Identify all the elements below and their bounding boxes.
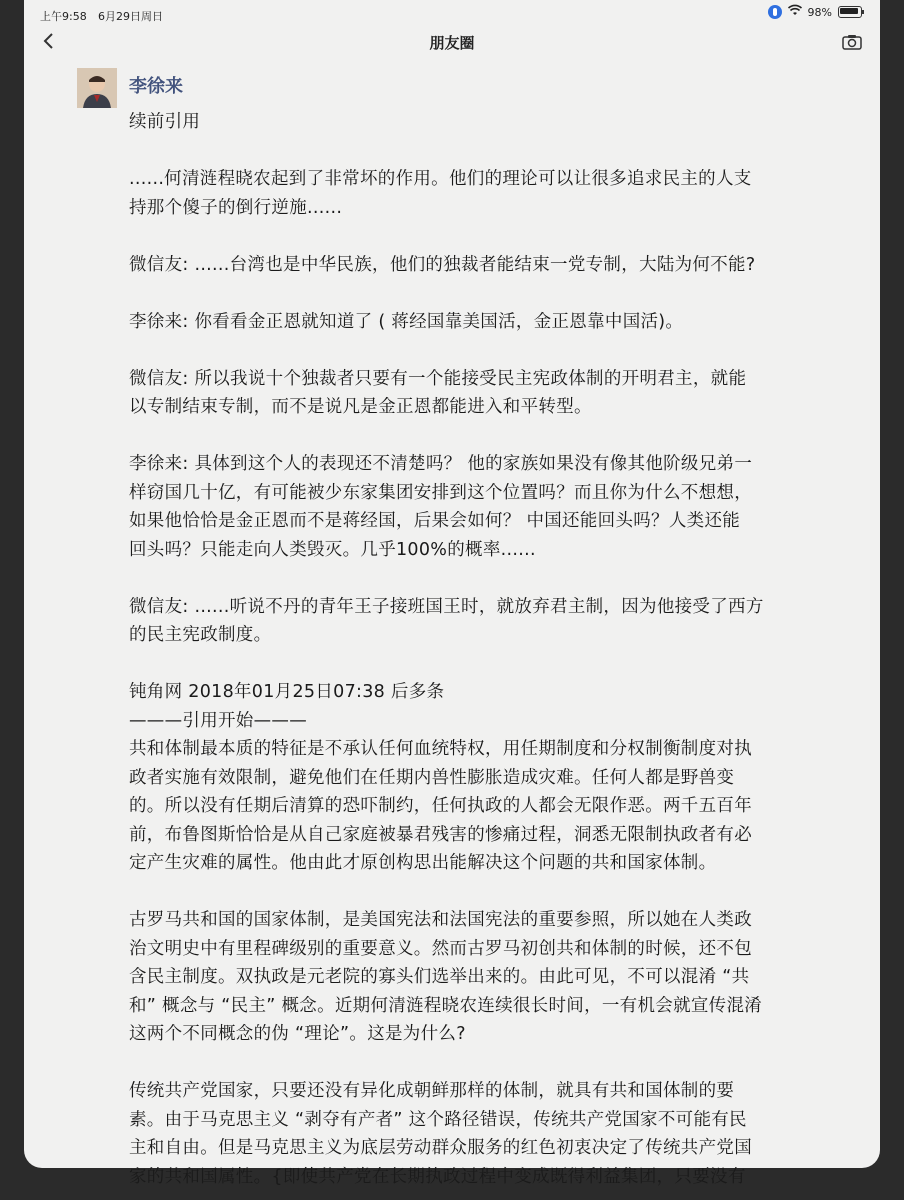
- battery-percent: 98%: [807, 5, 832, 19]
- post-text-line: ......何清涟程晓农起到了非常坏的作用。他们的理论可以让很多追求民主的人支: [129, 169, 752, 189]
- avatar[interactable]: [77, 68, 117, 108]
- post-text-line: 以专制结束专制，而不是说凡是金正恩都能进入和平转型。: [129, 397, 592, 417]
- post-content: [129, 108, 829, 1191]
- blank-line: [129, 222, 829, 251]
- nav-bar: [24, 26, 880, 64]
- post-text-line: 样窃国几十亿，有可能被少东家集团安排到这个位置吗？而且你为什么不想想，: [129, 482, 752, 503]
- blank-line: [129, 650, 829, 679]
- post-text-line: 含民主制度。双执政是元老院的寡头们选举出来的。由此可见，不可以混淆 “共: [129, 967, 750, 987]
- post-text-line: 前，布鲁图斯恰恰是从自己家庭被暴君残害的惨痛过程，洞悉无限制执政者有必: [129, 824, 752, 845]
- post-text-line: 素。由于马克思主义 “剥夺有产者” 这个路径错误，传统共产党国家不可能有民: [129, 1109, 747, 1130]
- post-text-line: 古罗马共和国的国家体制，是美国宪法和法国宪法的重要参照，所以她在人类政: [129, 910, 752, 930]
- blank-line: [129, 137, 829, 166]
- post-author[interactable]: 李徐来: [129, 76, 183, 97]
- post-text-line: 如果他恰恰是金正恩而不是蒋经国，后果会如何？ 中国还能回头吗？人类还能: [129, 511, 741, 531]
- blank-line: [129, 336, 829, 365]
- microphone-icon: [768, 5, 782, 19]
- blank-line: [129, 878, 829, 907]
- post-text-line: 的民主宪政制度。: [129, 625, 272, 645]
- post-text-line: 微信友: ......台湾也是中华民族，他们的独裁者能结束一党专制，大陆为何不能?: [129, 254, 756, 275]
- post-text-line: 传统共产党国家，只要还没有异化成朝鲜那样的体制，就具有共和国体制的要: [129, 1081, 735, 1101]
- post-text-line: 治文明史中有里程碑级别的重要意义。然而古罗马初创共和体制的时候，还不包: [129, 938, 752, 959]
- post-text-line: 家的共和国属性。{即使共产党在长期执政过程中变成既得利益集团，只要没有: [129, 1166, 746, 1187]
- blank-line: [129, 279, 829, 308]
- post-text-line: 的。所以没有任期后清算的恐吓制约，任何执政的人都会无限作恶。两千五百年: [129, 796, 752, 816]
- camera-icon: [842, 34, 862, 50]
- camera-button[interactable]: [842, 34, 862, 50]
- status-bar: [24, 0, 880, 26]
- post-text-line: 主和自由。但是马克思主义为底层劳动群众服务的红色初衷决定了传统共产党国: [129, 1138, 752, 1158]
- post-text-line: 续前引用: [129, 112, 201, 132]
- post-text-line: 回头吗？只能走向人类毁灭。几乎100%的概率......: [129, 539, 536, 560]
- post-text-line: 钝角网 2018年01月25日07:38 后多条: [129, 682, 445, 702]
- status-time: 上午9:58: [40, 10, 87, 23]
- blank-line: [129, 422, 829, 451]
- post-text-line: 政者实施有效限制，避免他们在任期内兽性膨胀造成灾难。任何人都是野兽变: [129, 767, 735, 788]
- blank-line: [129, 564, 829, 593]
- moments-screen: [24, 0, 880, 1187]
- post-text-line: 微信友: 所以我说十个独裁者只要有一个能接受民主宪政体制的开明君主，就能: [129, 368, 747, 389]
- post-text-line: 微信友: ......听说不丹的青年王子接班国王时，就放弃君主制，因为他接受了西方: [129, 596, 764, 617]
- battery-icon: [838, 6, 862, 18]
- blank-line: [129, 1049, 829, 1078]
- status-date: 6月29日周日: [98, 10, 163, 23]
- wifi-icon: [788, 5, 802, 19]
- page-title: 朋友圈: [429, 34, 475, 52]
- status-indicators: [768, 5, 862, 19]
- post-text-line: 持那个傻子的倒行逆施......: [129, 197, 343, 218]
- post-text-line: ———引用开始———: [129, 710, 307, 731]
- post-text-line: 李徐来: 你看看金正恩就知道了 ( 蒋经国靠美国活，金正恩靠中国活)。: [129, 311, 684, 332]
- post-text-line: 李徐来: 具体到这个人的表现还不清楚吗？ 他的家族如果没有像其他阶级兄弟一: [129, 454, 753, 474]
- post-text-line: 共和体制最本质的特征是不承认任何血统特权，用任期制度和分权制衡制度对执: [129, 739, 752, 759]
- post-text-line: 这两个不同概念的伪 “理论”。这是为什么?: [129, 1024, 466, 1044]
- post-text-line: 定产生灾难的属性。他由此才原创构思出能解决这个问题的共和国家体制。: [129, 853, 717, 873]
- post-text-line: 和” 概念与 “民主” 概念。近期何清涟程晓农连续很长时间，一有机会就宣传混淆: [129, 995, 763, 1016]
